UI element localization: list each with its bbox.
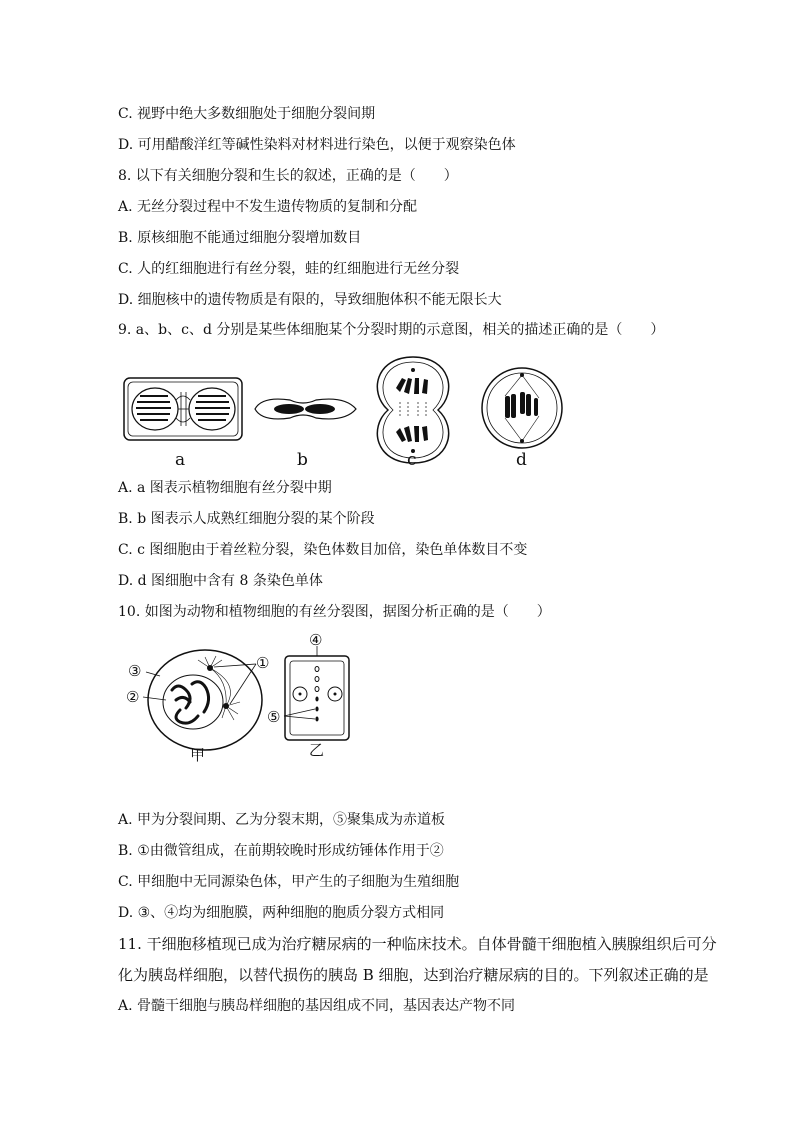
label-4-cell-wall: ④: [309, 631, 323, 649]
q8-stem: 8. 以下有关细胞分裂和生长的叙述，正确的是（ ）: [118, 168, 458, 184]
q10-option-d: D. ③、④均为细胞膜，两种细胞的胞质分裂方式相同: [118, 905, 445, 921]
q11-stem-line1: 11. 干细胞移植现已成为治疗糖尿病的一种临床技术。自体骨髓干细胞植入胰腺组织后可分: [118, 935, 717, 953]
figure-9-caption-c: c: [407, 450, 417, 470]
label-3-cell-membrane: ③: [128, 662, 142, 680]
figure-10-caption-yi: 乙: [309, 741, 325, 759]
q8-option-b: B. 原核细胞不能通过细胞分裂增加数目: [118, 230, 362, 246]
q9-option-d: D. d 图细胞中含有 8 条染色单体: [118, 573, 323, 589]
figure-10-caption-jia: 甲: [190, 746, 206, 764]
figure-9-caption-b: b: [297, 450, 308, 470]
cell-jia-diagram: [143, 650, 262, 750]
q10-stem: 10. 如图为动物和植物细胞的有丝分裂图，据图分析正确的是（ ）: [118, 604, 551, 620]
q9-option-b: B. b 图表示人成熟红细胞分裂的某个阶段: [118, 511, 375, 527]
q7-option-d: D. 可用醋酸洋红等碱性染料对材料进行染色，以便于观察染色体: [118, 137, 516, 153]
q8-option-a: A. 无丝分裂过程中不发生遗传物质的复制和分配: [118, 199, 418, 215]
label-2-chromosome: ②: [126, 688, 140, 706]
figure-9-caption-a: a: [175, 450, 186, 470]
figure-9-caption-d: d: [516, 450, 527, 470]
q10-option-c: C. 甲细胞中无同源染色体，甲产生的子细胞为生殖细胞: [118, 874, 460, 890]
q9-option-c: C. c 图细胞由于着丝粒分裂，染色体数目加倍，染色单体数目不变: [118, 542, 528, 558]
q11-stem-line2: 化为胰岛样细胞，以替代损伤的胰岛 B 细胞，达到治疗糖尿病的目的。下列叙述正确的是: [118, 966, 709, 984]
q8-option-c: C. 人的红细胞进行有丝分裂，蛙的红细胞进行无丝分裂: [118, 261, 460, 277]
label-5-vesicles: ⑤: [267, 708, 281, 726]
q11-option-a: A. 骨髓干细胞与胰岛样细胞的基因组成不同，基因表达产物不同: [118, 998, 516, 1014]
q10-option-a: A. 甲为分裂间期、乙为分裂末期，⑤聚集成为赤道板: [118, 812, 446, 828]
q10-option-b: B. ①由微管组成，在前期较晚时形成纺锤体作用于②: [118, 843, 444, 859]
label-1-centrosome: ①: [256, 654, 270, 672]
q9-option-a: A. a 图表示植物细胞有丝分裂中期: [118, 480, 332, 496]
q9-stem: 9. a、b、c、d 分别是某些体细胞某个分裂时期的示意图，相关的描述正确的是（ ）: [118, 322, 665, 338]
cell-yi-diagram: [284, 646, 349, 740]
q7-option-c: C. 视野中绝大多数细胞处于细胞分裂间期: [118, 106, 376, 122]
q8-option-d: D. 细胞核中的遗传物质是有限的，导致细胞体积不能无限长大: [118, 292, 502, 308]
